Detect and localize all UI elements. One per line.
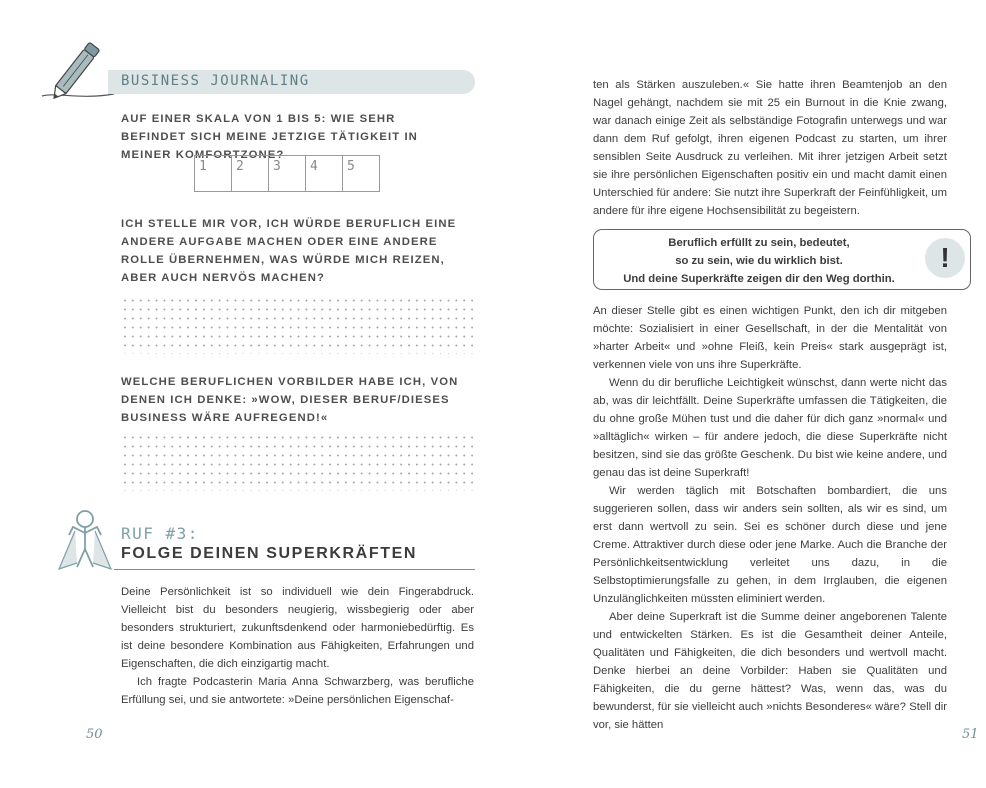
page-number-left: 50 (86, 727, 103, 742)
paragraph: Deine Persönlichkeit ist so individuell wie dein Fingerabdruck. Vielleicht bist du besonders neugierig, wissbegierig oder aber besonders strukturiert, zukunftsdenkend oder harmoniebedürftig. Es ist deine besondere Kombination aus Fähigkeiten, Erfahrungen und Eigenschaften, die dich einzigartig macht. (121, 586, 474, 670)
callout-text (594, 234, 924, 288)
pencil-icon (38, 40, 118, 102)
exclamation-icon (925, 238, 965, 278)
scale-box-2[interactable]: 2 (231, 155, 269, 192)
paragraph: Aber deine Superkraft ist die Summe deiner angeborenen Talente und entwickelten Stärken. Es ist die Gesamtheit deiner Anteile, Qualitäten und Fähigkeiten, die dich besonders und wertvoll macht. Denke hierbei an deine Vorbilder: Haben sie Qualitäten und Fähigkeiten, die du gerne hättest? Was, wenn das, was du bewunderst, für sie vielleicht auch »nichts Besonderes« wäre? Stell dir vor, sie hätten (593, 611, 947, 731)
callout-line: so zu sein, wie du wirklich bist. (675, 255, 843, 267)
right-body-text (593, 302, 947, 734)
paragraph: Wenn du dir berufliche Leichtigkeit wünschst, dann werte nicht das ab, was dir leichtfällt. Deine Superkräfte umfassen die Tätigkeiten, die du ohne große Mühen tust und die daher für dich ganz »normal« und »alltäglich« wirken – für andere jedoch, die diese Superkräfte nicht besitzen, sind sie das größte Geschenk. Du bist wie keine andere, und genau das ist deine Superkraft! (593, 377, 947, 479)
paragraph: Ich fragte Podcasterin Maria Anna Schwarzberg, was berufliche Erfüllung sei, und sie antwortete: »Deine persönlichen Eigenschaf- (121, 676, 474, 706)
left-body-text (121, 583, 474, 709)
ruf-label: RUF #3: (121, 524, 199, 543)
superhero-icon (55, 505, 115, 575)
answer-dots-3[interactable] (121, 433, 473, 491)
callout-line: Beruflich erfüllt zu sein, bedeutet, (668, 237, 850, 249)
ruf-title: FOLGE DEINEN SUPERKRÄFTEN (121, 545, 418, 562)
rating-scale (194, 155, 379, 192)
scale-box-1[interactable]: 1 (194, 155, 232, 192)
paragraph: ten als Stärken auszuleben.« Sie hatte ihren Beamtenjob an den Nagel gehängt, nachdem sie mit 25 ein Burnout in die Knie zwang, war danach einige Zeit als selbständige Fotografin unterwegs und war dann dem Ruf gefolgt, ihren eigenen Podcast zu starten, um ihrer sensiblen Seite Ausdruck zu verleihen. Mit ihrer jetzigen Arbeit setzt sie ihre persönlichen Eigenschaften positiv ein und macht damit einen Unterschied für andere: Sie nutzt ihre Superkraft der Feinfühligkeit, um andere für ihre eigene Hochsensibilität zu begeistern. (593, 79, 947, 217)
callout-box (593, 229, 971, 290)
section-header: BUSINESS JOURNALING (121, 73, 310, 89)
answer-dots-2[interactable] (121, 296, 473, 354)
exclamation-glyph: ! (940, 242, 950, 273)
scale-box-4[interactable]: 4 (305, 155, 343, 192)
page-number-right: 51 (962, 727, 979, 742)
question-3: WELCHE BERUFLICHEN VORBILDER HABE ICH, VON DENEN ICH DENKE: »WOW, DIESER BERUF/DIESES BUSINESS WÄRE AUFREGEND!« (121, 376, 459, 424)
scale-box-5[interactable]: 5 (342, 155, 380, 192)
question-1: AUF EINER SKALA VON 1 BIS 5: WIE SEHR BEFINDET SICH MEINE JETZIGE TÄTIGKEIT IN MEINER KOMFORTZONE? (121, 113, 418, 161)
scale-box-3[interactable]: 3 (268, 155, 306, 192)
paragraph: An dieser Stelle gibt es einen wichtigen Punkt, den ich dir mitgeben möchte: Sozialisiert in einer Gesellschaft, in der die Mentalität von »harter Arbeit« und »ohne Fleiß, kein Preis« stark ausgeprägt ist, verkennen viele von uns ihre Superkräfte. (593, 305, 947, 371)
callout-line: Und deine Superkräfte zeigen dir den Weg dorthin. (623, 273, 895, 285)
paragraph: Wir werden täglich mit Botschaften bombardiert, die uns suggerieren sollen, dass wir anders sein sollten, als wir es sind, um erst dann wertvoll zu sein. Sei es schöner durch diese und jene Creme. Attraktiver durch diese oder jene Marke. Auch die Branche der Persönlichkeitsentwicklung verleitet uns dazu, in die Selbstoptimierungsfalle zu gehen, in dem Irrglauben, die eigenen Unzulänglichkeiten müssten eliminiert werden. (593, 485, 947, 605)
title-divider (114, 569, 475, 570)
right-body-text-top (593, 76, 947, 220)
question-2: ICH STELLE MIR VOR, ICH WÜRDE BERUFLICH EINE ANDERE AUFGABE MACHEN ODER EINE ANDERE ROLLE ÜBERNEHMEN, WAS WÜRDE MICH REIZEN, ABER AUCH NERVÖS MACHEN? (121, 218, 457, 284)
